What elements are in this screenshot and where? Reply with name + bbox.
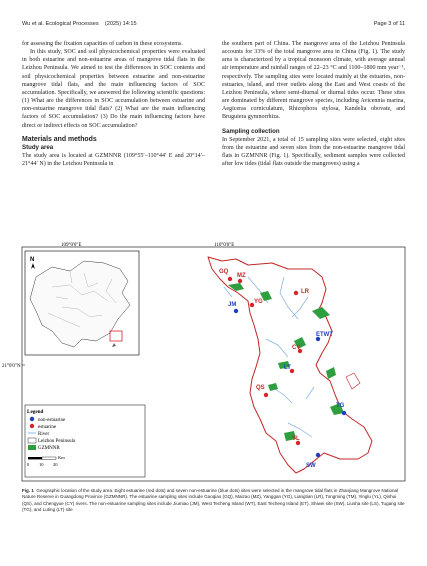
legend-non-estuarine-marker	[30, 417, 34, 421]
legend-item: River	[38, 432, 50, 437]
caption-text: Geographic location of the study area. Eight estuarine (red dots) and seven non-estuarine (blue dots) sites were selected in the mangrove tidal flats in Zhanjiang Mangrove National Nature Reserve in Guangdong Province (GZMNNR). The estuarine sampling sites include Gaoqiao (GQ), Maizao (MZ), Yanggan (YG), Liangtian (LR), Tongming (TM), Yinglu (YL), Qishui (QS), and Chengyue (CY) rivers. The non-estuarine sampling sites include Jiumiao (JM), West Techeng Island (WT), East Techeng Island (ET), Shiwei site (SW), Liusha site (LS), Tugang site (TG), and Luting (LT) site	[22, 488, 405, 513]
site-label-qs: QS	[256, 385, 265, 391]
site-label-tg: TG	[336, 403, 345, 409]
scale-tick: 10	[39, 462, 44, 467]
journal-citation: Wu et al. Ecological Processes (2025) 14:15	[22, 21, 137, 27]
legend-box	[25, 405, 145, 477]
site-label-lt: LT	[284, 365, 291, 371]
site-label-lr: LR	[301, 289, 309, 295]
legend-item: estuarine	[38, 425, 57, 430]
site-label-cy: CY	[292, 345, 301, 351]
lat-label: 21°0'0"N	[2, 364, 21, 369]
site-marker-mz	[238, 279, 242, 283]
site-marker-jm	[234, 309, 238, 313]
subsection-heading: Sampling collection	[222, 127, 280, 135]
scale-unit: Km	[58, 455, 65, 460]
site-marker-tg	[342, 411, 346, 415]
subsection-heading: Study area	[22, 143, 54, 151]
section-heading: Materials and methods	[22, 135, 97, 143]
paragraph: In September 2021, a total of 15 sampling sites were selected, eight sites from the estuarine and seven sites from the non-estuarine mangrove tidal flats in GZMNNR (Fig. 1). Specifically, sediment samples were collected after low tides (tidal flats outside the mangroves) using a	[222, 136, 405, 168]
legend-item: non-estuarine	[38, 418, 66, 423]
site-label-mz: MZ	[237, 273, 246, 279]
left-column	[22, 40, 205, 168]
north-label: N	[30, 257, 35, 263]
site-label-jm: JM	[228, 302, 237, 308]
paragraph: the southern part of China. The mangrove area of the Leizhou Peninsula accounts for 33% of the total mangrove area in China (Fig. 1). The study area is characterized by a tropical monsoon climate, with average annual air temperature and rainfall ranges of 22–23 °C and 1100–1800 mm year⁻¹, respectively. The sampling sites were located mainly at the estuaries, non-estuaries, island, and river outlets along the East and West coasts of the Leizhou Peninsula, where semi-diurnal or diurnal tides occur. These sites are dominated by different mangrove species, including Avicennia marina, Aegiceras corniculatum, Rhizophora stylosa, Kandelia obovate, and Bruguiera gymnorrhiza.	[222, 41, 405, 121]
site-label-etwt: ETWT	[316, 332, 333, 338]
legend-peninsula-swatch	[28, 438, 36, 443]
site-marker-lr	[294, 291, 298, 295]
scale-tick: 0	[27, 462, 30, 467]
site-label-yl: YL	[292, 436, 300, 442]
running-header	[22, 21, 405, 31]
legend-item: Leizhou Peninsula	[38, 439, 76, 444]
page-number: Page 3 of 11	[373, 21, 405, 27]
legend-item: GZMNNR	[38, 446, 60, 451]
right-column	[222, 40, 405, 168]
paragraph: In this study, SOC and soil physicochemical properties were evaluated in both estuarine and non-estuarine areas of mangrove tidal flats in the Leizhou Peninsula. We aimed to test the differences in SOC contents and soil physicochemical properties between estuarine and non-estuarine mangrove tidal flats, and the main influencing factors of SOC accumulation. Specifically, we answered the following scientific questions: (1) What are the differences in SOC accumulation between estuarine and non-estuarine mangrove tidal flats? (2) What are the main influencing factors of SOC accumulation? (3) Do the main influencing factors have direct or indirect effects on SOC accumulation?	[22, 49, 205, 129]
legend-gzmnnr-swatch	[28, 445, 36, 450]
paragraph: for assessing the fixation capacities of carbon in these ecosystems.	[22, 41, 183, 47]
lon-label-right: 110°0'0"E	[214, 243, 235, 248]
site-marker-gq	[228, 277, 232, 281]
lon-label-left: 109°0'0"E	[61, 243, 82, 248]
study-area-map	[2, 243, 405, 481]
paragraph: The study area is located at GZMNNR (109°55′–110°44′ E and 20°14′–21°44′ N) in the Leizhou Peninsula in	[22, 153, 205, 168]
inset-china-map	[25, 251, 139, 355]
scale-tick: 20	[53, 462, 58, 467]
legend-estuarine-marker	[30, 424, 34, 428]
figure-caption	[22, 488, 406, 514]
site-label-sw: SW	[306, 463, 316, 469]
site-label-gq: GQ	[219, 269, 229, 275]
legend-title: Legend	[27, 409, 44, 415]
caption-label: Fig. 1	[22, 488, 34, 493]
site-marker-qs	[264, 393, 268, 397]
site-label-yg: YG	[254, 299, 263, 305]
site-marker-sw	[316, 453, 320, 457]
